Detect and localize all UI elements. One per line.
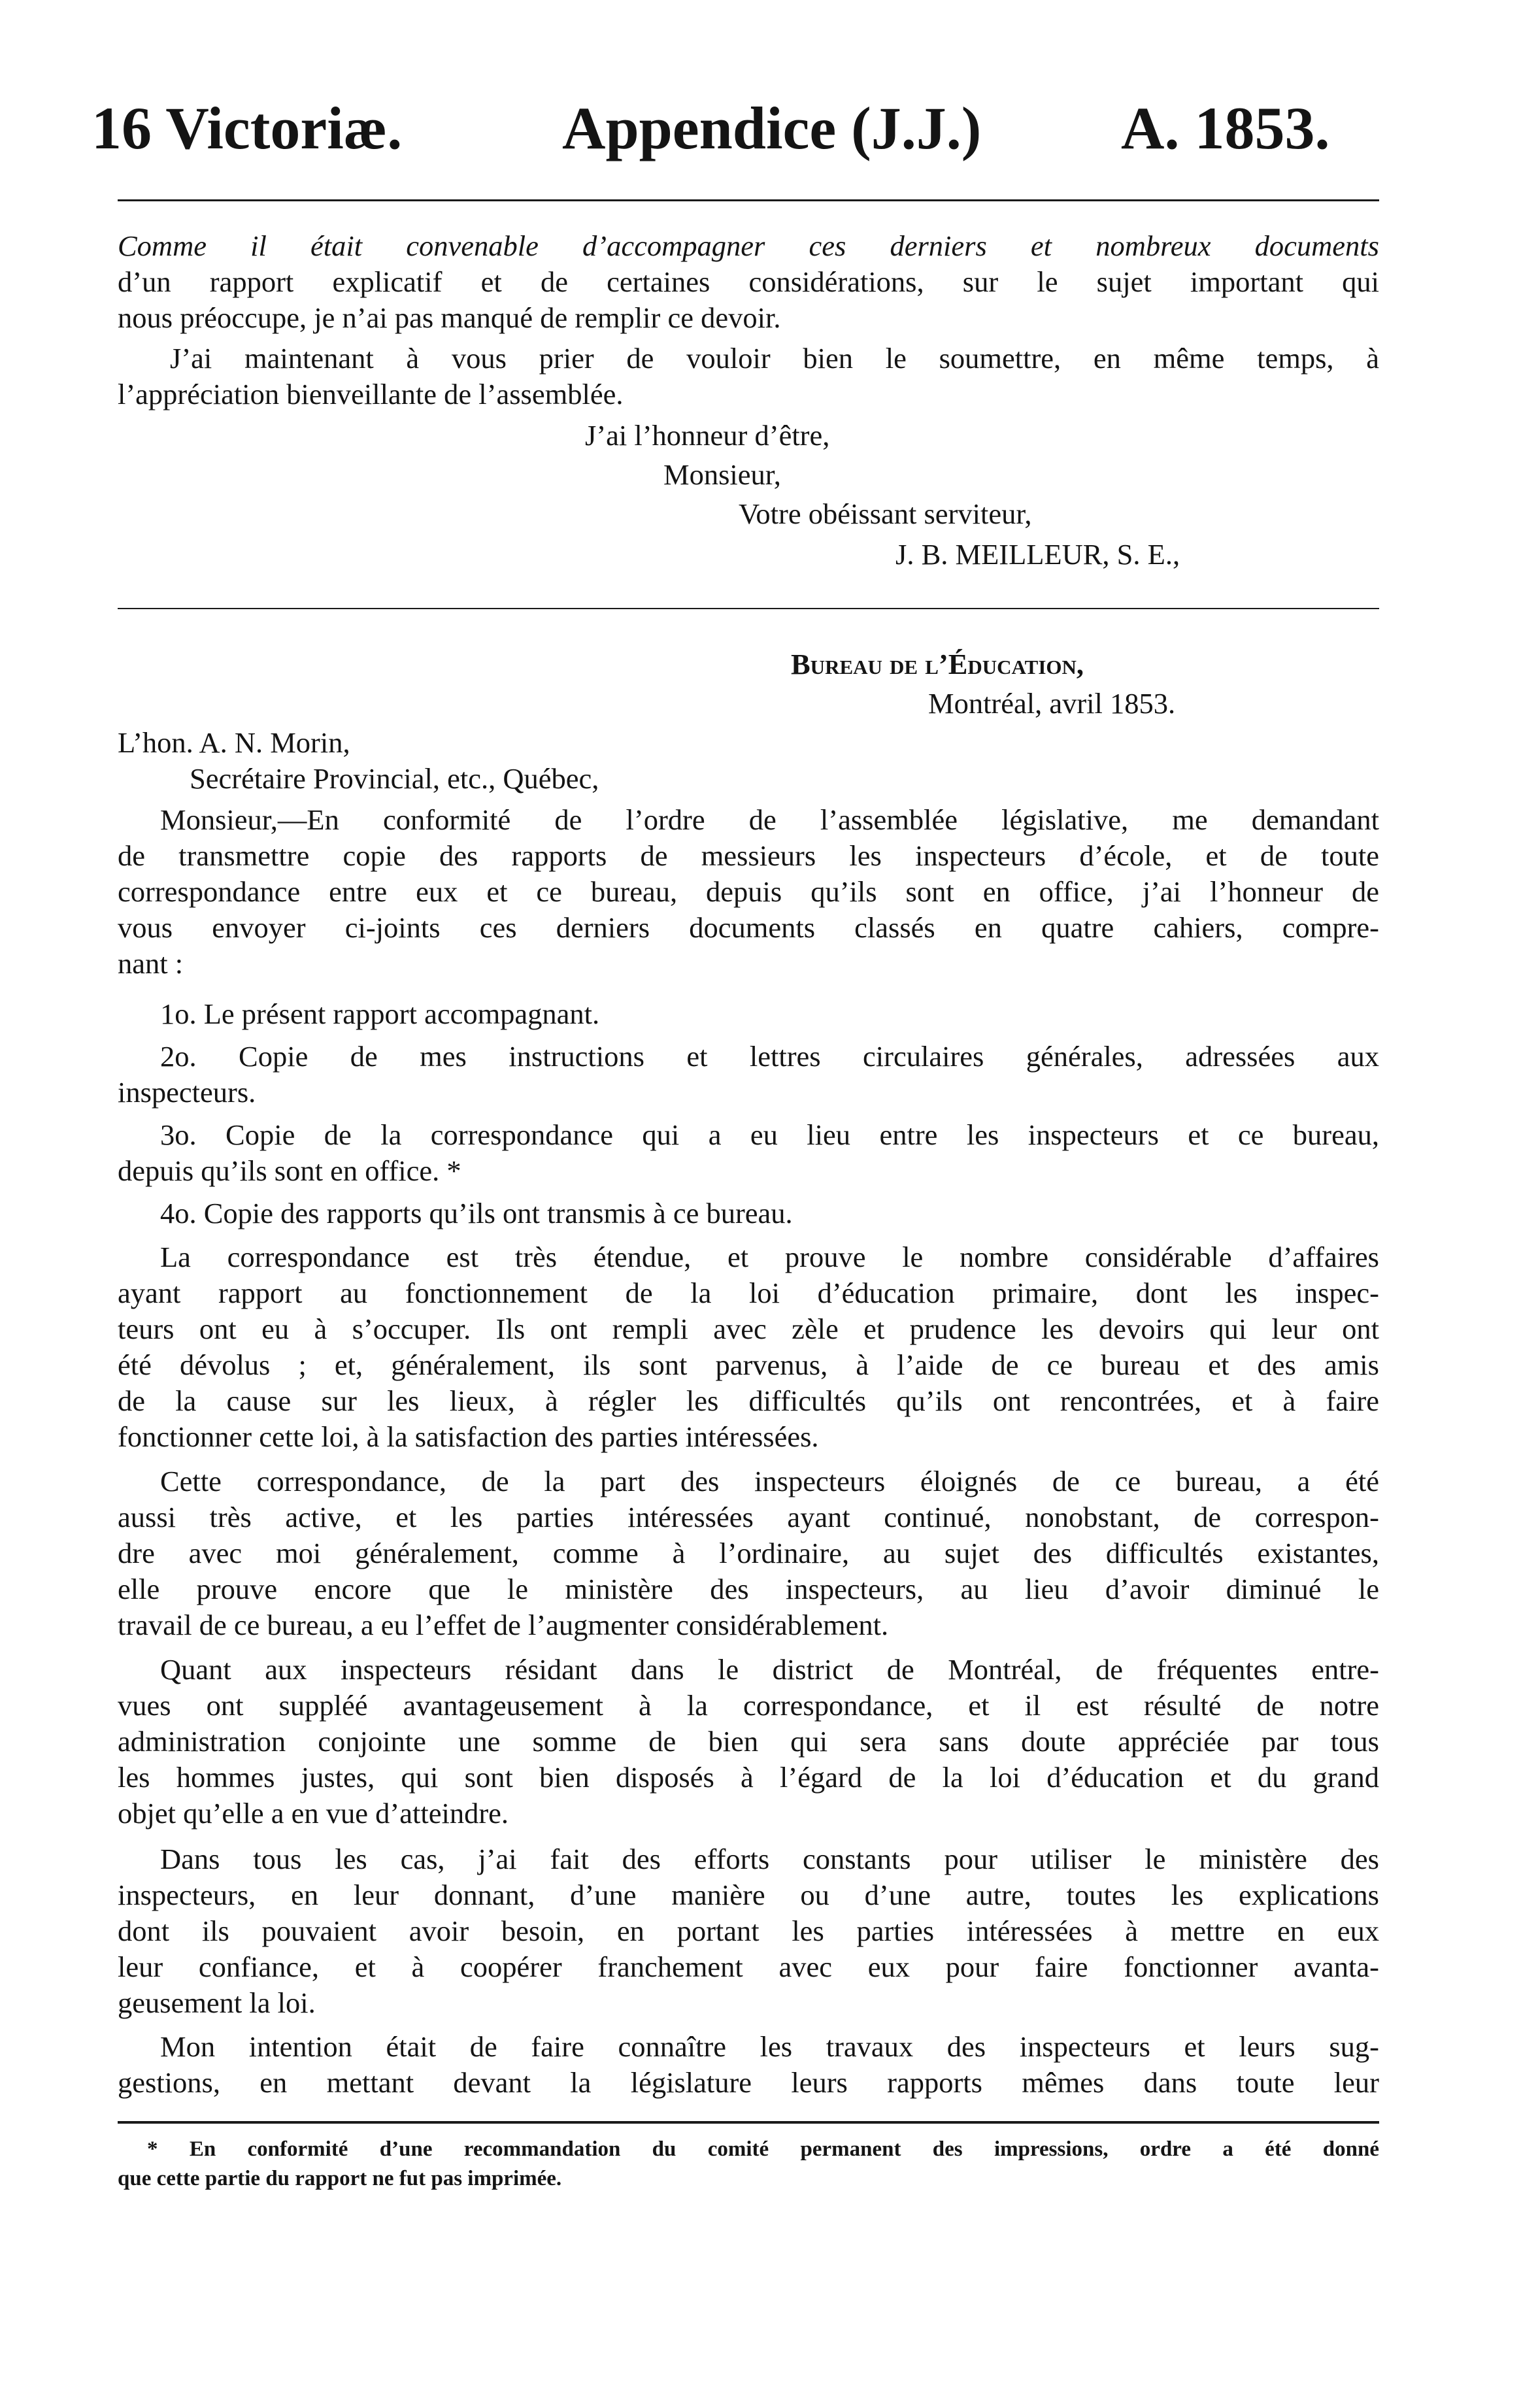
signature: J. B. MEILLEUR, S. E.,: [895, 538, 1180, 571]
list-item: 2o. Copie de mes instructions et lettres circulaires générales, adressées aux: [160, 1040, 1379, 1073]
text-line: l’appréciation bienveillante de l’assemblée.: [118, 378, 624, 410]
list-item: 3o. Copie de la correspondance qui a eu lieu entre les inspecteurs et ce bureau,: [160, 1118, 1379, 1151]
text-line: administration conjointe une somme de bien qui sera sans doute appréciée par tous: [118, 1725, 1379, 1758]
text-line: de la cause sur les lieux, à régler les difficultés qu’ils ont rencontrées, et à faire: [118, 1384, 1379, 1417]
text-line: leur confiance, et à coopérer franchement avec eux pour faire fonctionner avanta-: [118, 1950, 1379, 1983]
addressee: L’hon. A. N. Morin,: [118, 726, 350, 759]
text-line: inspecteurs, en leur donnant, d’une manière ou d’une autre, toutes les explications: [118, 1879, 1379, 1911]
list-item: 4o. Copie des rapports qu’ils ont transmis à ce bureau.: [160, 1197, 793, 1229]
text-line: les hommes justes, qui sont bien disposés à l’égard de la loi d’éducation et du grand: [118, 1761, 1379, 1794]
text-line: aussi très active, et les parties intéressées ayant continué, nonobstant, de correspon-: [118, 1501, 1379, 1533]
text-line: Cette correspondance, de la part des inspecteurs éloignés de ce bureau, a été: [160, 1465, 1379, 1497]
text-line: La correspondance est très étendue, et prouve le nombre considérable d’affaires: [160, 1241, 1379, 1273]
footnote-line: que cette partie du rapport ne fut pas imprimée.: [118, 2167, 562, 2190]
footnote-line: * En conformité d’une recommandation du comité permanent des impressions, ordre a été donné: [147, 2137, 1379, 2161]
closing-line: Votre obéissant serviteur,: [739, 497, 1032, 530]
footnote-rule: [118, 2121, 1379, 2124]
text-line: vous envoyer ci-joints ces derniers documents classés en quatre cahiers, compre-: [118, 911, 1379, 944]
text-line: J’ai maintenant à vous prier de vouloir bien le soumettre, en même temps, à: [170, 342, 1379, 375]
text-line: ayant rapport au fonctionnement de la loi d’éducation primaire, dont les inspec-: [118, 1277, 1379, 1309]
text-line: fonctionner cette loi, à la satisfaction des parties intéressées.: [118, 1420, 819, 1453]
text-line: Quant aux inspecteurs résidant dans le district de Montréal, de fréquentes entre-: [160, 1653, 1379, 1686]
list-item-cont: depuis qu’ils sont en office. *: [118, 1154, 461, 1187]
text-line: de transmettre copie des rapports de messieurs les inspecteurs d’école, et de toute: [118, 839, 1379, 872]
text-line: d’un rapport explicatif et de certaines considérations, sur le sujet important qui: [118, 265, 1379, 298]
text-line: correspondance entre eux et ce bureau, depuis qu’ils sont en office, j’ai l’honneur de: [118, 875, 1379, 908]
header-center: Appendice (J.J.): [562, 95, 982, 161]
addressee-title: Secrétaire Provincial, etc., Québec,: [190, 762, 599, 795]
text-line: Comme il était convenable d’accompagner ces derniers et nombreux documents: [118, 229, 1379, 262]
place-date: Montréal, avril 1853.: [928, 687, 1176, 720]
text-line: dre avec moi généralement, comme à l’ordinaire, au sujet des difficultés existantes,: [118, 1537, 1379, 1569]
text-line: Dans tous les cas, j’ai fait des efforts constants pour utiliser le ministère des: [160, 1843, 1379, 1875]
text-line: elle prouve encore que le ministère des inspecteurs, au lieu d’avoir diminué le: [118, 1573, 1379, 1605]
header-right: A. 1853.: [1121, 95, 1330, 161]
text-line: Monsieur,—En conformité de l’ordre de l’assemblée législative, me demandant: [160, 803, 1379, 836]
text-line: teurs ont eu à s’occuper. Ils ont rempli avec zèle et prudence les devoirs qui leur ont: [118, 1313, 1379, 1345]
closing-line: J’ai l’honneur d’être,: [585, 419, 830, 452]
text-line: été dévolus ; et, généralement, ils sont parvenus, à l’aide de ce bureau et des amis: [118, 1348, 1379, 1381]
section-rule: [118, 608, 1379, 609]
header-left: 16 Victoriæ.: [92, 95, 403, 161]
text-line: dont ils pouvaient avoir besoin, en portant les parties intéressées à mettre en eux: [118, 1915, 1379, 1947]
closing-line: Monsieur,: [663, 458, 781, 491]
text-line: objet qu’elle a en vue d’atteindre.: [118, 1797, 509, 1830]
list-item: 1o. Le présent rapport accompagnant.: [160, 997, 600, 1030]
text-line: travail de ce bureau, a eu l’effet de l’augmenter considérablement.: [118, 1609, 889, 1641]
text-line: geusement la loi.: [118, 1986, 316, 2019]
list-item-cont: inspecteurs.: [118, 1076, 256, 1109]
text-line: vues ont suppléé avantageusement à la correspondance, et il est résulté de notre: [118, 1689, 1379, 1722]
text-line: nous préoccupe, je n’ai pas manqué de remplir ce devoir.: [118, 301, 781, 334]
text-line: gestions, en mettant devant la législature leurs rapports mêmes dans toute leur: [118, 2066, 1379, 2099]
office-heading: Bureau de l’Éducation,: [791, 648, 1084, 680]
header-rule: [118, 199, 1379, 201]
text-line: Mon intention était de faire connaître les travaux des inspecteurs et leurs sug-: [160, 2030, 1379, 2063]
text-line: nant :: [118, 947, 184, 980]
